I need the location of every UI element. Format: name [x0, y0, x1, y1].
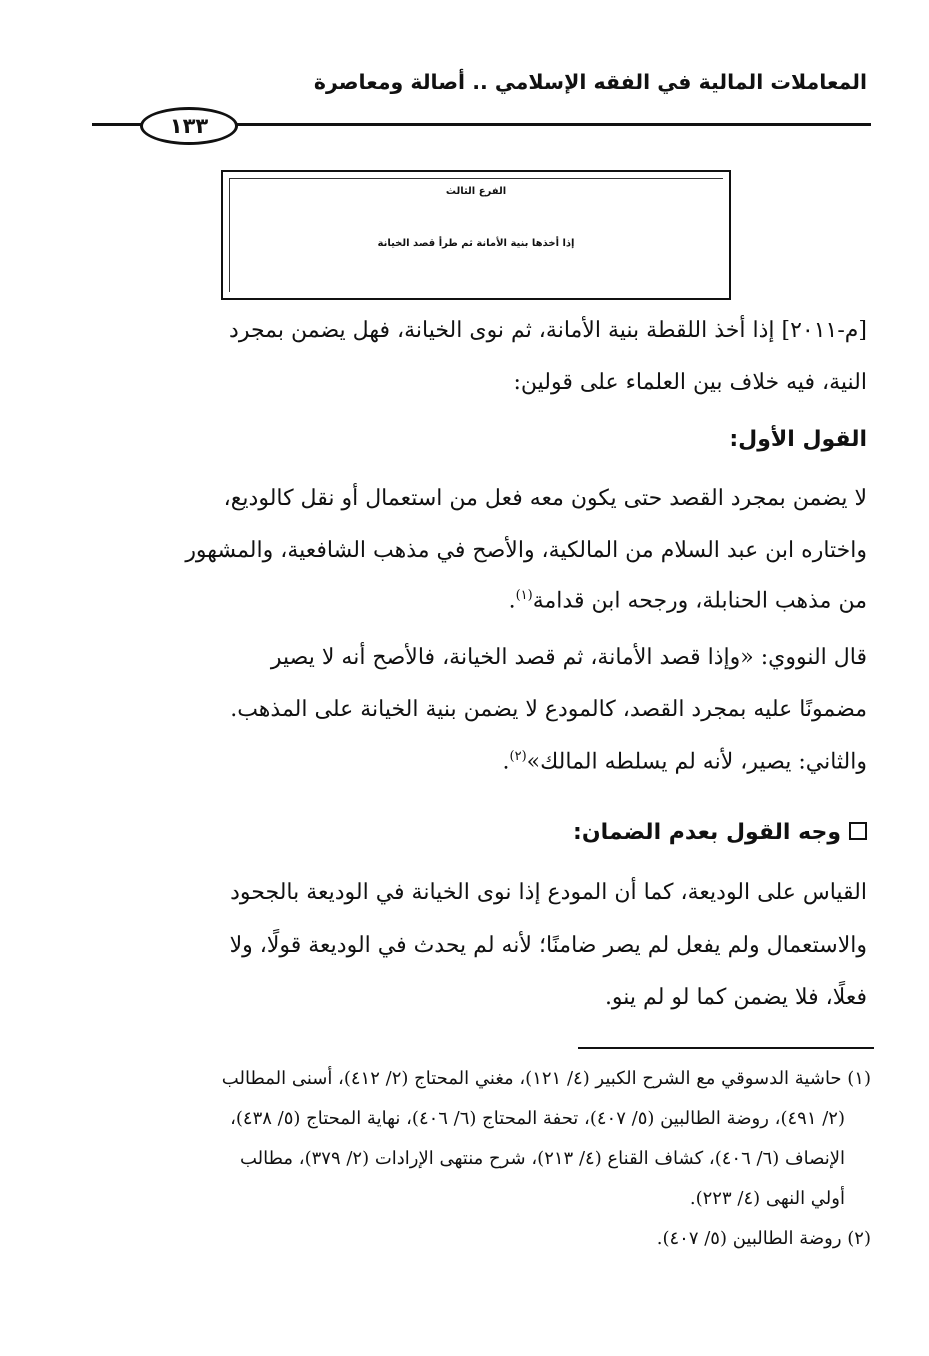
footnote-marker-1[interactable]: (١) [515, 588, 533, 603]
footnote-separator [578, 1047, 874, 1049]
paragraph-3-line-3: والثاني: يصير، لأنه لم يسلطه المالك»$^{(٢)}$. [502, 749, 867, 775]
paragraph-3-line-3-text: والثاني: يصير، لأنه لم يسلطه المالك» [526, 749, 867, 775]
footnote-1-line-3: الإنصاف (٦/ ٤٠٦)، كشاف القناع (٤/ ٢١٣)، شرح منتهى الإرادات (٢/ ٣٧٩)، مطالب [240, 1148, 845, 1169]
paragraph-3-line-2: مضمونًا عليه بمجرد القصد، كالمودع لا يضمن بنية الخيانة على المذهب. [230, 697, 867, 722]
branch-title: الفرع الثالث [445, 186, 507, 197]
paragraph-4-line-1: القياس على الوديعة، كما أن المودع إذا نوى الخيانة في الوديعة بالجحود [230, 880, 867, 905]
header-rule [232, 123, 871, 126]
footnote-marker-2[interactable]: (٢) [509, 749, 527, 764]
paragraph-4-line-2: والاستعمال ولم يفعل لم يصر ضامنًا؛ لأنه لم يحدث في الوديعة قولًا، ولا [229, 933, 867, 958]
branch-subtitle: إذا أخذها بنية الأمانة ثم طرأ قصد الخيانة [377, 238, 575, 249]
paragraph-2-line-2: واختاره ابن عبد السلام من المالكية، والأصح في مذهب الشافعية، والمشهور [185, 538, 867, 563]
square-bullet-icon [849, 822, 867, 840]
header-rule-left [92, 123, 142, 126]
issue-reference: [م-٢٠١١] [781, 318, 867, 343]
paragraph-4-line-3: فعلًا، فلا يضمن كما لو لم ينو. [604, 985, 867, 1010]
reason-heading [573, 820, 867, 845]
footnote-1-line-4: أولي النهى (٤/ ٢٢٣). [689, 1188, 845, 1209]
paragraph-2-line-3-text: من مذهب الحنابلة، ورجحه ابن قدامة [532, 588, 867, 614]
page-number: ١٣٣ [140, 107, 238, 145]
footnote-1-line-2: (٢/ ٤٩١)، روضة الطالبين (٥/ ٤٠٧)، تحفة المحتاج (٦/ ٤٠٦)، نهاية المحتاج (٥/ ٤٣٨)، [230, 1108, 845, 1129]
paragraph-2-line-3: من مذهب الحنابلة، ورجحه ابن قدامة$^{(١)}$. [508, 588, 867, 614]
issue-question: إذا أخذ اللقطة بنية الأمانة، ثم نوى الخيانة، فهل يضمن بمجرد [229, 318, 775, 343]
first-opinion-heading: القول الأول: [729, 427, 867, 452]
running-title: المعاملات المالية في الفقه الإسلامي .. أصالة ومعاصرة [313, 70, 867, 94]
reason-heading-text: وجه القول بعدم الضمان: [573, 820, 841, 845]
footnote-2: (٢) روضة الطالبين (٥/ ٤٠٧). [656, 1228, 871, 1249]
chapter-title-box [221, 170, 731, 300]
footnote-1-line-1: (١) حاشية الدسوقي مع الشرح الكبير (٤/ ١٢١)، مغني المحتاج (٢/ ٤١٢)، أسنى المطالب [221, 1068, 871, 1089]
paragraph-1-line-1 [229, 318, 867, 343]
paragraph-2-line-1: لا يضمن بمجرد القصد حتى يكون معه فعل من استعمال أو نقل كالوديع، [223, 486, 867, 511]
paragraph-1-line-2: النية، فيه خلاف بين العلماء على قولين: [513, 370, 867, 395]
paragraph-3-line-1: قال النووي: «وإذا قصد الأمانة، ثم قصد الخيانة، فالأصح أنه لا يصير [270, 645, 867, 670]
